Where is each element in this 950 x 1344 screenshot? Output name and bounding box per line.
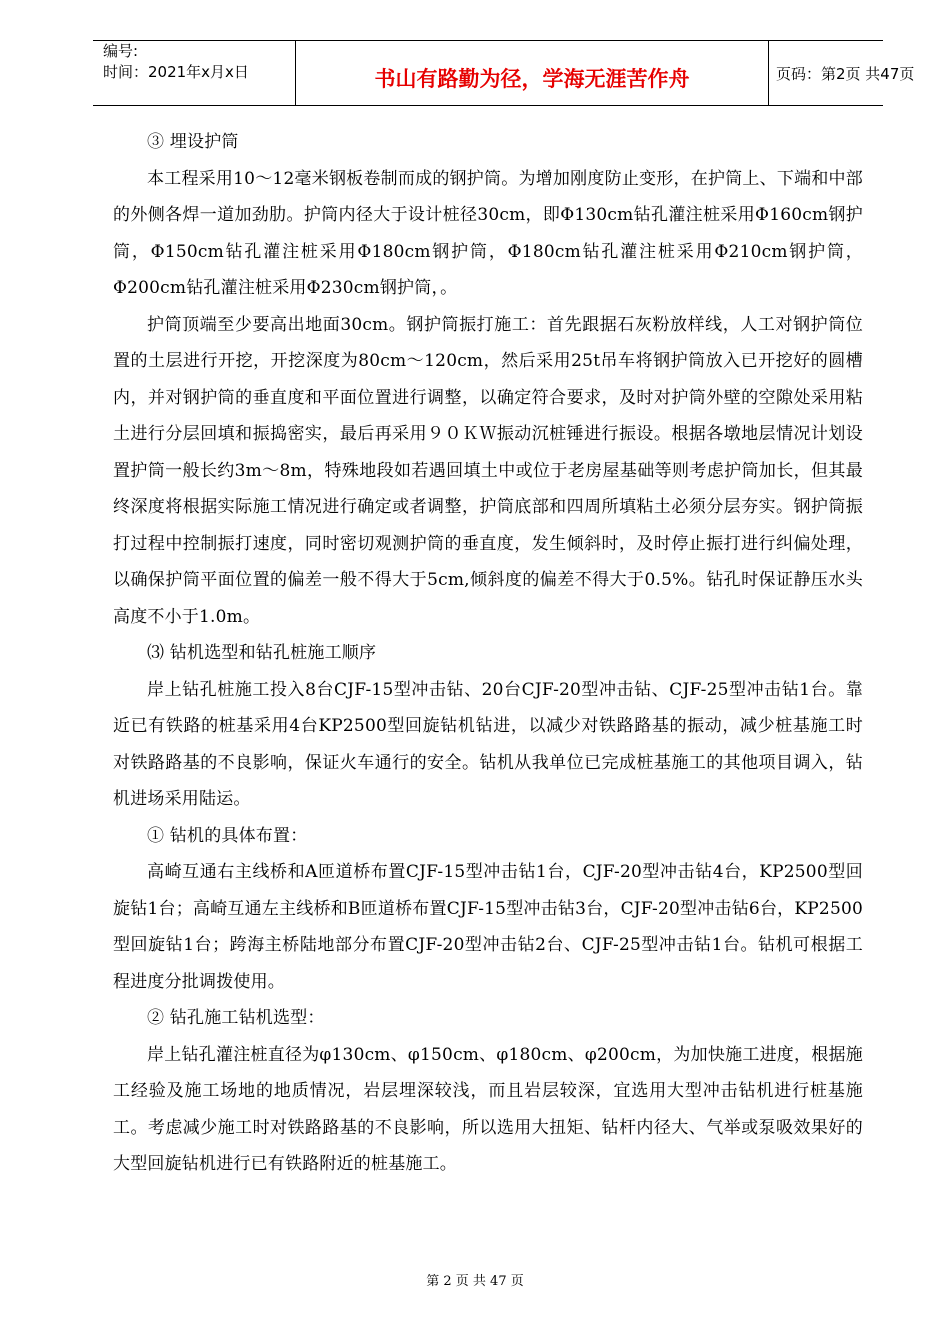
header-motto: 书山有路勤为径，学海无涯苦作舟 <box>374 67 690 91</box>
page-footer: 第 2 页 共 47 页 <box>426 1274 524 1289</box>
document-number-label: 编号: <box>103 42 139 60</box>
document-time-label: 时间：2021年x月x日 <box>103 63 249 81</box>
section-heading: ③ 埋设护筒 <box>147 132 239 152</box>
header-motto-cell <box>295 41 769 105</box>
paragraph: 岸上钻孔桩施工投入8台CJF-15型冲击钻、20台CJF-20型冲击钻、CJF-25型冲击钻1台。靠近已有铁路的桩基采用4台KP2500型回旋钻机钻进，以减少对铁路路基的振动，减少桩基施工时对铁路路基的不良影响，保证火车通行的安全。钻机从我单位已完成桩基施工的其他项目调入，钻机进场采用陆运。 <box>113 679 863 809</box>
paragraph: 岸上钻孔灌注桩直径为φ130cm、φ150cm、φ180cm、φ200cm，为加快施工进度，根据施工经验及施工场地的地质情况，岩层埋深较浅，而且岩层较深，宜选用大型冲击钻机进行桩基施工。考虑减少施工时对铁路路基的不良影响，所以选用大扭矩、钻杆内径大、气举或泵吸效果好的大型回旋钻机进行已有铁路附近的桩基施工。 <box>113 1044 863 1174</box>
section-heading: ① 钻机的具体布置： <box>147 825 308 846</box>
section-heading: ② 钻孔施工钻机选型： <box>147 1008 325 1028</box>
paragraph: 本工程采用10～12毫米钢板卷制而成的钢护筒。为增加刚度防止变形，在护筒上、下端和中部的外侧各焊一道加劲肋。护筒内径大于设计桩径30cm，即Φ130cm钻孔灌注桩采用Φ160cm钢护筒，Φ150cm钻孔灌注桩采用Φ180cm钢护筒，Φ180cm钻孔灌注桩采用Φ210cm钢护筒，Φ200cm钻孔灌注桩采用Φ230cm钢护筒，。 <box>113 168 863 298</box>
section-heading: ⑶ 钻机选型和钻孔桩施工顺序 <box>147 643 377 663</box>
header-info-cell <box>93 41 295 105</box>
document-body <box>113 124 863 1183</box>
paragraph: 护筒顶端至少要高出地面30cm。钢护筒振打施工：首先跟据石灰粉放样线，人工对钢护筒位置的土层进行开挖，开挖深度为80cm～120cm，然后采用25t吊车将钢护筒放入已开挖好的圆槽内，并对钢护筒的垂直度和平面位置进行调整，以确定符合要求，及时对护筒外壁的空隙处采用粘土进行分层回填和振捣密实，最后再采用９０ＫＷ振动沉桩锤进行振设。根据各墩地层情况计划设置护筒一般长约3m～8m，特殊地段如若遇回填土中或位于老房屋基础等则考虑护筒加长，但其最终深度将根据实际施工情况进行确定或者调整，护筒底部和四周所填粘土必须分层夯实。钢护筒振打过程中控制振打速度，同时密切观测护筒的垂直度，发生倾斜时，及时停止振打进行纠偏处理，以确保护筒平面位置的偏差一般不得大于5cm,倾斜度的偏差不得大于0.5%。钻孔时保证静压水头高度不小于1.0m。 <box>113 314 863 627</box>
header-page-number: 页码：第2页 共47页 <box>776 65 915 83</box>
paragraph: 高崎互通右主线桥和A匝道桥布置CJF-15型冲击钻1台，CJF-20型冲击钻4台，KP2500型回旋钻1台；高崎互通左主线桥和B匝道桥布置CJF-15型冲击钻3台，CJF-20型冲击钻6台，KP2500型回旋钻1台；跨海主桥陆地部分布置CJF-20型冲击钻2台、CJF-25型冲击钻1台。钻机可根据工程进度分批调拨使用。 <box>113 862 863 992</box>
header-page-cell <box>768 41 915 105</box>
page-header <box>93 40 915 106</box>
